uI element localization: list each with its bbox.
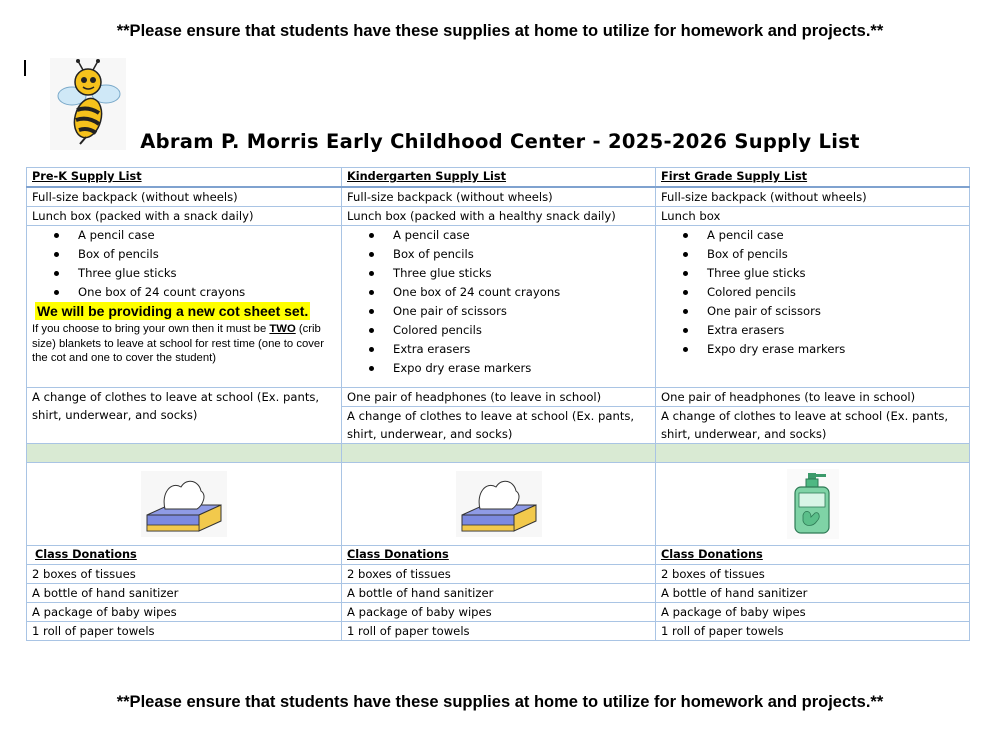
list-item: Expo dry erase markers: [393, 359, 650, 378]
list-item: Expo dry erase markers: [707, 340, 964, 359]
table-row: 2 boxes of tissues: [342, 565, 656, 584]
table-row: A bottle of hand sanitizer: [27, 584, 342, 603]
first-backpack: Full-size backpack (without wheels): [656, 187, 970, 207]
supply-table: [26, 167, 970, 641]
prek-lunch: Lunch box (packed with a snack daily): [27, 207, 342, 226]
prek-backpack: Full-size backpack (without wheels): [27, 187, 342, 207]
cot-note-text: (crib size) blankets to leave at school for rest time (one to cover the cot and one to cover the student): [32, 323, 324, 364]
first-bullet-list: [661, 226, 964, 359]
table-row: 1 roll of paper towels: [27, 622, 342, 641]
table-row: A bottle of hand sanitizer: [656, 584, 970, 603]
first-change-of-clothes: A change of clothes to leave at school (Ex. pants, shirt, underwear, and socks): [656, 407, 970, 444]
list-item: One pair of scissors: [707, 302, 964, 321]
header-kindergarten: Kindergarten Supply List: [342, 168, 656, 188]
list-item: Three glue sticks: [393, 264, 650, 283]
tissue-box-icon: [141, 471, 227, 537]
prek-bullet-list: [32, 226, 336, 302]
table-row: A package of baby wipes: [27, 603, 342, 622]
list-item: One box of 24 count crayons: [78, 283, 336, 302]
list-item: Colored pencils: [707, 283, 964, 302]
k-lunch: Lunch box (packed with a healthy snack daily): [342, 207, 656, 226]
list-item: Extra erasers: [707, 321, 964, 340]
prek-image-cell: [27, 463, 342, 546]
list-item: Three glue sticks: [707, 264, 964, 283]
prek-change-of-clothes: A change of clothes to leave at school (Ex. pants, shirt, underwear, and socks): [27, 388, 342, 444]
prek-donations-header: Class Donations: [27, 546, 342, 565]
cot-note-text: If you choose to bring your own then it must be: [32, 323, 270, 335]
table-row: 1 roll of paper towels: [342, 622, 656, 641]
list-item: One pair of scissors: [393, 302, 650, 321]
spacer-cell: [342, 444, 656, 463]
first-lunch: Lunch box: [656, 207, 970, 226]
first-supplies-cell: [656, 226, 970, 388]
first-headphones: One pair of headphones (to leave in school): [656, 388, 970, 407]
list-item: Extra erasers: [393, 340, 650, 359]
list-item: Box of pencils: [393, 245, 650, 264]
first-image-cell: [656, 463, 970, 546]
list-item: A pencil case: [78, 226, 336, 245]
page-title: Abram P. Morris Early Childhood Center - 2025-2026 Supply List: [140, 130, 860, 153]
cot-note-emphasis: TWO: [269, 323, 296, 335]
table-row: 2 boxes of tissues: [27, 565, 342, 584]
table-row: A package of baby wipes: [656, 603, 970, 622]
k-headphones: One pair of headphones (to leave in school): [342, 388, 656, 407]
cot-note: [32, 322, 336, 366]
prek-supplies-cell: [27, 226, 342, 388]
first-donations-header: Class Donations: [656, 546, 970, 565]
tissue-box-icon: [456, 471, 542, 537]
list-item: A pencil case: [393, 226, 650, 245]
bee-icon: [50, 58, 126, 150]
header-first-grade: First Grade Supply List: [656, 168, 970, 188]
text-cursor: [24, 60, 26, 76]
k-donations-header: Class Donations: [342, 546, 656, 565]
table-row: A bottle of hand sanitizer: [342, 584, 656, 603]
header-prek: Pre-K Supply List: [27, 168, 342, 188]
spacer-cell: [27, 444, 342, 463]
list-item: Three glue sticks: [78, 264, 336, 283]
bottom-banner: **Please ensure that students have these supplies at home to utilize for homework and projects.**: [116, 693, 884, 711]
k-bullet-list: [347, 226, 650, 378]
list-item: One box of 24 count crayons: [393, 283, 650, 302]
list-item: Box of pencils: [707, 245, 964, 264]
list-item: Box of pencils: [78, 245, 336, 264]
list-item: Colored pencils: [393, 321, 650, 340]
list-item: A pencil case: [707, 226, 964, 245]
k-change-of-clothes: A change of clothes to leave at school (Ex. pants, shirt, underwear, and socks): [342, 407, 656, 444]
table-row: 2 boxes of tissues: [656, 565, 970, 584]
k-image-cell: [342, 463, 656, 546]
hand-sanitizer-icon: [787, 469, 839, 539]
k-backpack: Full-size backpack (without wheels): [342, 187, 656, 207]
cot-sheet-notice: We will be providing a new cot sheet set.: [37, 303, 309, 319]
table-row: A package of baby wipes: [342, 603, 656, 622]
k-supplies-cell: [342, 226, 656, 388]
table-row: 1 roll of paper towels: [656, 622, 970, 641]
top-banner: **Please ensure that students have these supplies at home to utilize for homework and projects.**: [116, 22, 884, 40]
spacer-cell: [656, 444, 970, 463]
